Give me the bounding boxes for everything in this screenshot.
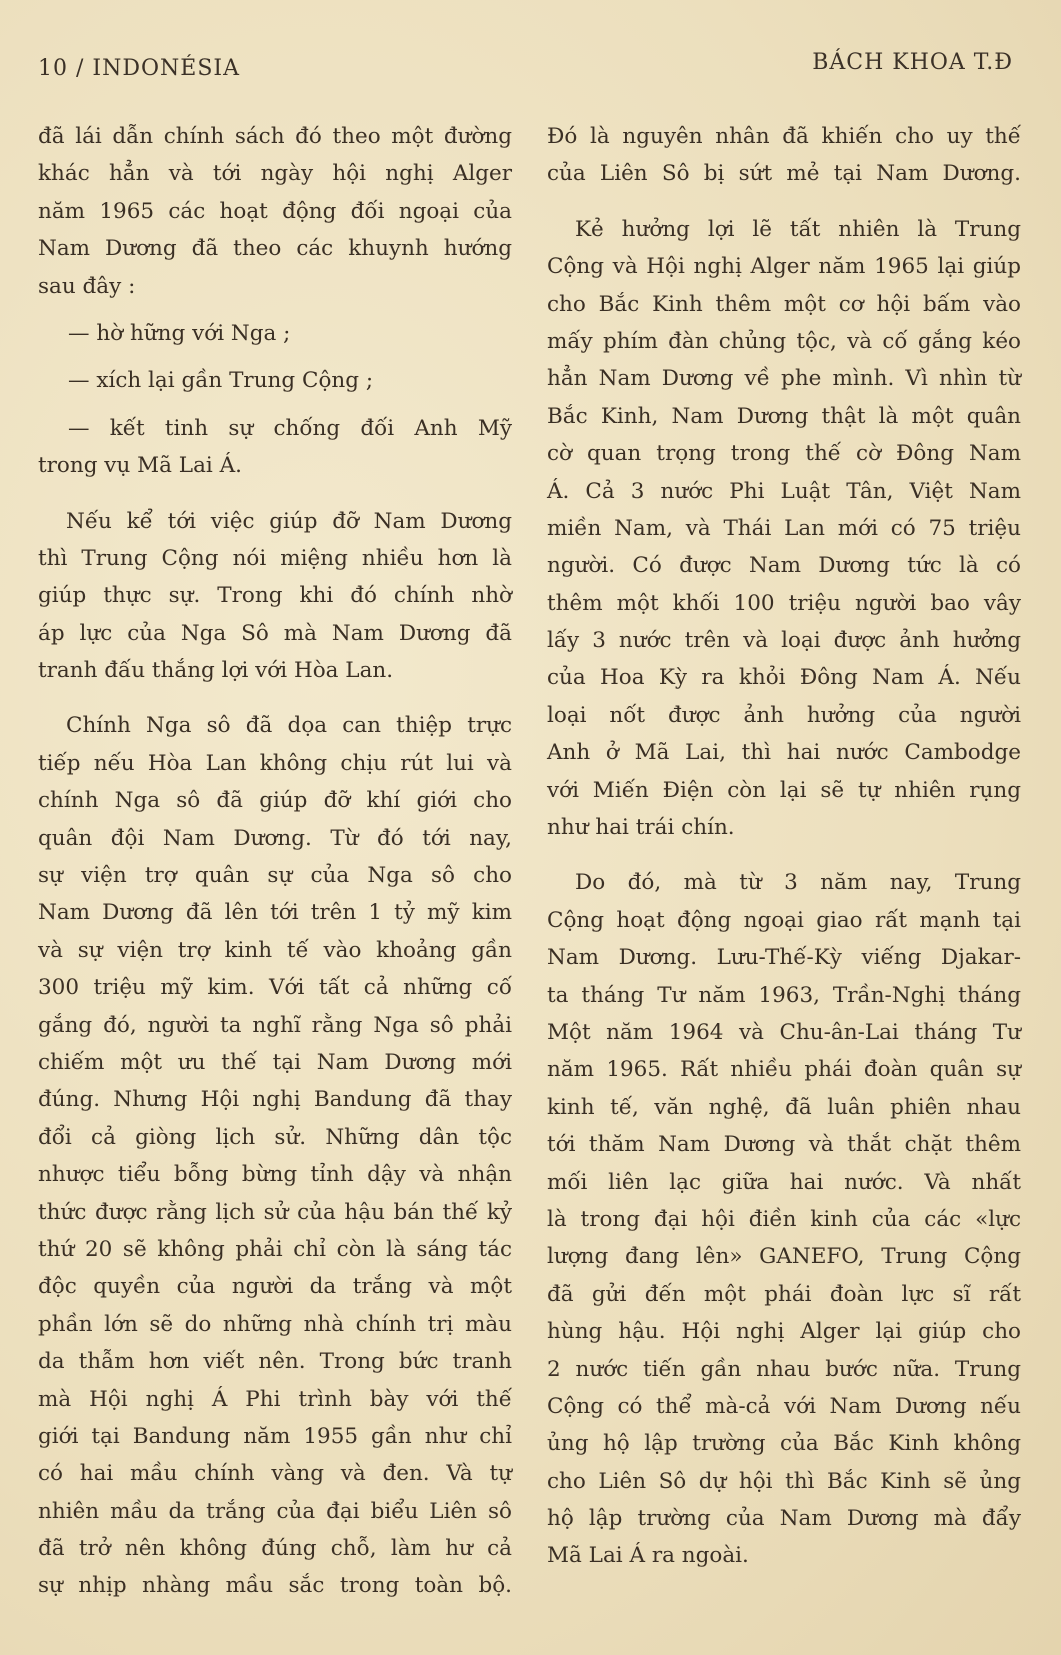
text-line: cờ quan trọng trong thế cờ Đông Nam bbox=[547, 441, 1021, 467]
text-line: hẳn Nam Dương về phe mình. Vì nhìn từ bbox=[547, 366, 1021, 392]
text-line: Kẻ hưởng lợi lẽ tất nhiên là Trung bbox=[575, 216, 1021, 242]
text-line: và sự viện trợ kinh tế vào khoảng gần bbox=[38, 937, 512, 963]
text-line: — kết tinh sự chống đối Anh Mỹ bbox=[68, 415, 512, 441]
text-line: tới thăm Nam Dương và thắt chặt thêm bbox=[547, 1132, 1021, 1158]
text-line: như hai trái chín. bbox=[547, 815, 735, 841]
text-line: Chính Nga sô đã dọa can thiệp trực bbox=[66, 713, 512, 739]
text-line: da thẫm hơn viết nên. Trong bức tranh bbox=[38, 1349, 512, 1375]
text-line: với Miến Điện còn lại sẽ tự nhiên rụng bbox=[547, 777, 1021, 803]
text-line: mấy phím đàn chủng tộc, và cố gắng kéo bbox=[547, 328, 1021, 354]
text-line: quân đội Nam Dương. Từ đó tới nay, bbox=[38, 825, 512, 851]
text-line: khác hẳn và tới ngày hội nghị Alger bbox=[38, 161, 512, 187]
text-line: Anh ở Mã Lai, thì hai nước Cambodge bbox=[547, 740, 1021, 766]
text-line: phần lớn sẽ do những nhà chính trị màu bbox=[38, 1311, 512, 1337]
page-header-right: BÁCH KHOA T.Đ bbox=[812, 50, 1013, 75]
paragraph-gap bbox=[38, 352, 512, 362]
text-line: Do đó, mà từ 3 năm nay, Trung bbox=[575, 870, 1021, 896]
text-line: của Liên Sô bị sứt mẻ tại Nam Dương. bbox=[547, 161, 1021, 187]
text-line: kinh tế, văn nghệ, đã luân phiên nhau bbox=[547, 1094, 1021, 1120]
text-line: loại nốt được ảnh hưởng của người bbox=[547, 702, 1021, 728]
text-line: sau đây : bbox=[38, 273, 136, 299]
text-line: ủng hộ lập trường của Bắc Kinh không bbox=[547, 1431, 1021, 1457]
text-line: Á. Cả 3 nước Phi Luật Tân, Việt Nam bbox=[547, 478, 1021, 504]
text-line: người. Có được Nam Dương tức là có bbox=[547, 553, 1021, 579]
text-line: hùng hậu. Hội nghị Alger lại giúp cho bbox=[547, 1319, 1021, 1345]
text-line: Mã Lai Á ra ngoài. bbox=[547, 1543, 749, 1569]
text-line: chiếm một ưu thế tại Nam Dương mới bbox=[38, 1049, 512, 1075]
text-line: sự viện trợ quân sự của Nga sô cho bbox=[38, 863, 512, 889]
text-line: 2 nước tiến gần nhau bước nữa. Trung bbox=[547, 1356, 1021, 1382]
text-line: hộ lập trường của Nam Dương mà đẩy bbox=[547, 1506, 1021, 1532]
text-line: có hai mầu chính vàng và đen. Và tự bbox=[38, 1461, 512, 1487]
paragraph-gap bbox=[547, 193, 1021, 211]
text-line: Một năm 1964 và Chu-ân-Lai tháng Tư bbox=[547, 1019, 1021, 1045]
text-line: chính Nga sô đã giúp đỡ khí giới cho bbox=[38, 788, 512, 814]
text-line: — xích lại gần Trung Cộng ; bbox=[68, 368, 374, 394]
text-line: Cộng hoạt động ngoại giao rất mạnh tại bbox=[547, 907, 1021, 933]
text-line: đã gửi đến một phái đoàn lực sĩ rất bbox=[547, 1281, 1021, 1307]
text-line: Nam Dương. Lưu-Thế-Kỳ viếng Djakar- bbox=[547, 945, 1021, 971]
text-line: cho Bắc Kinh thêm một cơ hội bấm vào bbox=[547, 291, 1021, 317]
text-line: đúng. Nhưng Hội nghị Bandung đã thay bbox=[38, 1087, 512, 1113]
text-line: mối liên lạc giữa hai nước. Và nhất bbox=[547, 1169, 1021, 1195]
text-line: là trong đại hội điền kinh của các «lực bbox=[547, 1206, 1021, 1232]
text-line: giúp thực sự. Trong khi đó chính nhờ bbox=[38, 583, 512, 609]
text-line: giới tại Bandung năm 1955 gần như chỉ bbox=[38, 1423, 512, 1449]
text-line: năm 1965 các hoạt động đối ngoại của bbox=[38, 198, 512, 224]
paragraph-gap bbox=[547, 846, 1021, 864]
paragraph-gap bbox=[38, 485, 512, 503]
text-line: gắng đó, người ta nghĩ rằng Nga sô phải bbox=[38, 1012, 512, 1038]
text-line: ta tháng Tư năm 1963, Trần-Nghị tháng bbox=[547, 982, 1021, 1008]
text-line: Cộng và Hội nghị Alger năm 1965 lại giúp bbox=[547, 254, 1021, 280]
text-line: Đó là nguyên nhân đã khiến cho uy thế bbox=[547, 124, 1021, 149]
text-line: lượng đang lên» GANEFO, Trung Cộng bbox=[547, 1244, 1021, 1270]
paragraph-gap bbox=[38, 400, 512, 410]
text-line: Nếu kể tới việc giúp đỡ Nam Dương bbox=[66, 508, 512, 534]
text-line: đã lái dẫn chính sách đó theo một đường bbox=[38, 124, 512, 149]
text-line: — hờ hững với Nga ; bbox=[68, 320, 291, 346]
text-line: tranh đấu thắng lợi với Hòa Lan. bbox=[38, 658, 394, 684]
text-line: 300 triệu mỹ kim. Với tất cả những cố bbox=[38, 975, 512, 1001]
text-line: cho Liên Sô dự hội thì Bắc Kinh sẽ ủng bbox=[547, 1468, 1021, 1494]
text-line: Bắc Kinh, Nam Dương thật là một quân bbox=[547, 403, 1021, 429]
text-line: năm 1965. Rất nhiều phái đoàn quân sự bbox=[547, 1057, 1021, 1083]
right-text-column bbox=[547, 118, 1021, 1575]
text-line: trong vụ Mã Lai Á. bbox=[38, 453, 242, 479]
text-line: áp lực của Nga Sô mà Nam Dương đã bbox=[38, 620, 512, 646]
paragraph-gap bbox=[38, 305, 512, 315]
text-line: Nam Dương đã theo các khuynh hướng bbox=[38, 236, 512, 262]
text-line: thì Trung Cộng nói miệng nhiều hơn là bbox=[38, 545, 512, 571]
text-line: miền Nam, và Thái Lan mới có 75 triệu bbox=[547, 515, 1021, 541]
text-line: thêm một khối 100 triệu người bao vây bbox=[547, 590, 1021, 616]
text-line: độc quyền của người da trắng và một bbox=[38, 1274, 512, 1300]
text-line: Cộng có thể mà-cả với Nam Dương nếu bbox=[547, 1393, 1021, 1419]
text-line: sự nhịp nhàng mầu sắc trong toàn bộ. bbox=[38, 1573, 512, 1599]
text-line: nhược tiểu bỗng bừng tỉnh dậy và nhận bbox=[38, 1162, 512, 1188]
text-line: Nam Dương đã lên tới trên 1 tỷ mỹ kim bbox=[38, 900, 512, 926]
text-line: đổi cả giòng lịch sử. Những dân tộc bbox=[38, 1124, 512, 1150]
left-text-column bbox=[38, 118, 512, 1605]
text-line: đã trở nên không đúng chỗ, làm hư cả bbox=[38, 1536, 512, 1562]
paragraph-gap bbox=[38, 689, 512, 707]
text-line: của Hoa Kỳ ra khỏi Đông Nam Á. Nếu bbox=[547, 665, 1021, 691]
text-line: tiếp nếu Hòa Lan không chịu rút lui và bbox=[38, 750, 512, 776]
text-line: thứ 20 sẽ không phải chỉ còn là sáng tác bbox=[38, 1236, 512, 1262]
text-line: mà Hội nghị Á Phi trình bày với thế bbox=[38, 1386, 512, 1412]
text-line: nhiên mầu da trắng của đại biểu Liên sô bbox=[38, 1498, 512, 1524]
text-line: thức được rằng lịch sử của hậu bán thế kỷ bbox=[38, 1199, 512, 1225]
text-line: lấy 3 nước trên và loại được ảnh hưởng bbox=[547, 628, 1021, 654]
page-header-left: 10 / INDONÉSIA bbox=[38, 56, 240, 81]
